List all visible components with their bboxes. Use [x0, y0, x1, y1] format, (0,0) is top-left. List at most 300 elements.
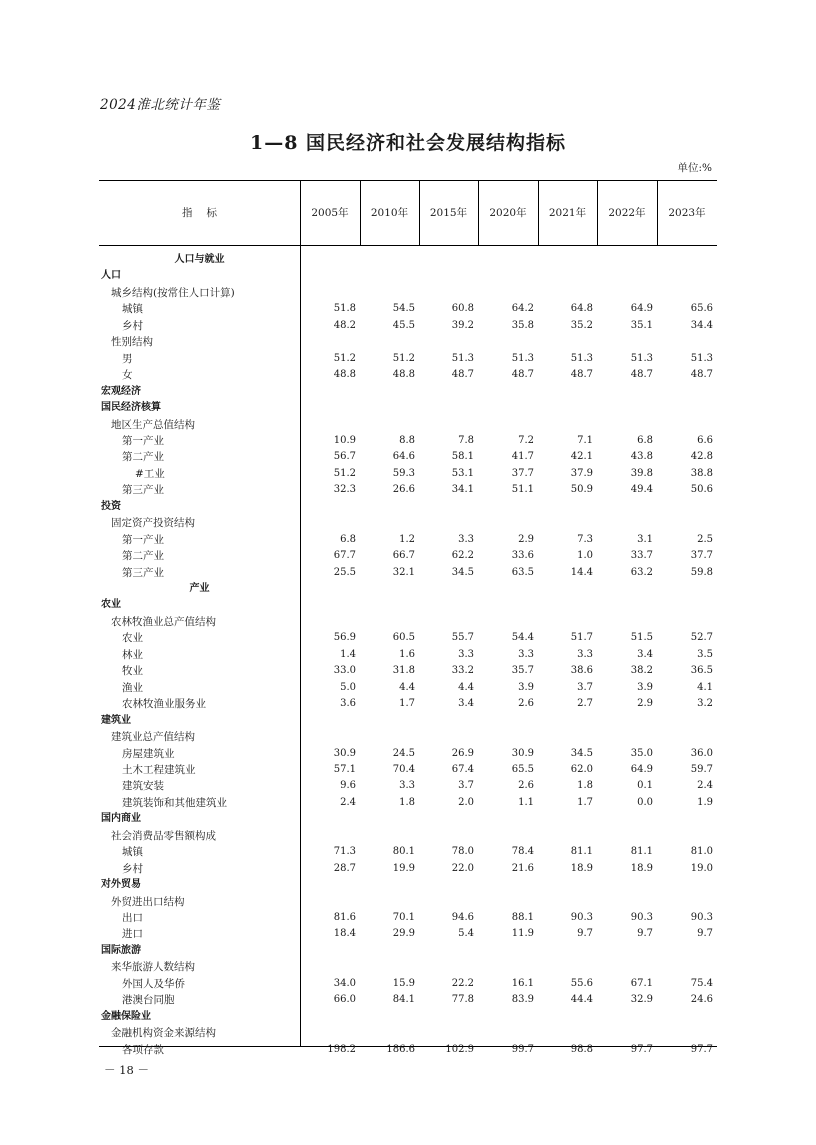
value-cell: 186.6	[386, 1043, 415, 1055]
value-cell: 48.8	[333, 369, 356, 381]
table-row	[99, 318, 717, 334]
value-cell: 67.4	[451, 763, 474, 775]
row-label: 港澳台同胞	[122, 994, 175, 1007]
value-cell: 36.0	[690, 747, 713, 759]
value-cell: 37.7	[511, 467, 534, 479]
table-row	[99, 565, 717, 581]
value-cell: 1.8	[577, 780, 593, 792]
value-cell: 83.9	[511, 994, 534, 1006]
value-cell: 2.6	[518, 698, 534, 710]
group-header-row	[99, 285, 717, 301]
table-row	[99, 746, 717, 762]
value-cell: 94.6	[451, 912, 474, 923]
value-cell: 6.8	[340, 533, 356, 545]
row-label: 建筑业	[101, 714, 131, 726]
value-cell: 15.9	[392, 977, 415, 989]
value-cell: 59.7	[690, 763, 713, 775]
value-cell: 21.6	[511, 862, 534, 874]
row-label: 国民经济核算	[101, 402, 161, 414]
value-cell: 64.2	[511, 303, 534, 315]
value-cell: 3.7	[458, 780, 474, 792]
value-cell: 24.5	[392, 747, 415, 759]
row-label: 宏观经济	[101, 385, 141, 397]
indicator-column-header: 指标	[182, 207, 231, 219]
value-cell: 2.5	[697, 533, 713, 545]
value-cell: 1.4	[340, 648, 356, 660]
value-cell: 33.0	[333, 665, 356, 677]
value-cell: 77.8	[451, 994, 474, 1006]
value-cell: 38.6	[570, 665, 593, 677]
table-row	[99, 696, 717, 712]
value-cell: 0.1	[637, 780, 653, 792]
value-cell: 51.3	[451, 352, 474, 364]
table-row	[99, 1042, 717, 1058]
value-cell: 70.4	[392, 763, 415, 775]
value-cell: 31.8	[392, 665, 415, 677]
value-cell: 3.3	[518, 648, 534, 660]
group-header-row	[99, 597, 717, 613]
value-cell: 3.6	[340, 698, 356, 710]
value-cell: 39.8	[630, 467, 653, 479]
header-column-divider	[538, 180, 539, 245]
section-header-row	[99, 581, 717, 597]
value-cell: 34.4	[690, 319, 713, 331]
row-label: 乡村	[122, 862, 143, 875]
value-cell: 9.7	[697, 928, 713, 940]
value-cell: 1.9	[697, 796, 713, 808]
table-row	[99, 367, 717, 383]
value-cell: 1.7	[399, 698, 415, 710]
value-cell: 7.8	[458, 434, 474, 446]
value-cell: 81.1	[570, 846, 593, 858]
value-cell: 62.2	[451, 550, 474, 562]
table-row	[99, 466, 717, 482]
row-label: 出口	[122, 912, 143, 924]
value-cell: 9.7	[577, 928, 593, 940]
value-cell: 9.7	[637, 928, 653, 940]
row-label: 社会消费品零售额构成	[111, 829, 216, 842]
value-cell: 35.2	[570, 319, 593, 331]
value-cell: 56.9	[333, 632, 356, 644]
value-cell: 198.2	[327, 1043, 356, 1055]
value-cell: 32.3	[333, 484, 356, 496]
group-header-row	[99, 828, 717, 844]
value-cell: 0.0	[637, 796, 653, 808]
value-cell: 48.7	[451, 369, 474, 381]
group-header-row	[99, 1025, 717, 1041]
year-column-header: 2005年	[311, 207, 349, 219]
table-row	[99, 844, 717, 860]
value-cell: 26.6	[392, 484, 415, 496]
table-row	[99, 433, 717, 449]
value-cell: 38.2	[630, 665, 653, 677]
value-cell: 81.0	[690, 846, 713, 858]
running-head: 2024淮北统计年鉴	[100, 97, 221, 113]
value-cell: 75.4	[690, 977, 713, 989]
table-row	[99, 630, 717, 646]
value-cell: 28.7	[333, 862, 356, 874]
value-cell: 48.7	[511, 369, 534, 381]
value-cell: 51.2	[333, 467, 356, 479]
table-row	[99, 992, 717, 1008]
value-cell: 62.0	[570, 763, 593, 775]
value-cell: 2.9	[637, 698, 653, 710]
row-label: 建筑业总产值结构	[111, 731, 195, 744]
row-label: 乡村	[122, 319, 143, 332]
value-cell: 14.4	[570, 566, 593, 578]
row-label: 男	[122, 352, 133, 365]
group-header-row	[99, 943, 717, 959]
row-label: 国内商业	[101, 813, 141, 825]
value-cell: 3.3	[458, 648, 474, 660]
header-column-divider	[657, 180, 658, 245]
value-cell: 50.6	[690, 484, 713, 496]
value-cell: 1.2	[399, 533, 415, 545]
row-label: 金融机构资金来源结构	[111, 1027, 216, 1040]
row-label: 外国人及华侨	[122, 977, 185, 990]
value-cell: 48.8	[392, 369, 415, 381]
value-cell: 70.1	[392, 912, 415, 923]
value-cell: 32.1	[392, 566, 415, 578]
group-header-row	[99, 713, 717, 729]
value-cell: 8.8	[399, 434, 415, 446]
value-cell: 34.5	[451, 566, 474, 578]
value-cell: 3.7	[577, 681, 593, 693]
value-cell: 42.8	[690, 451, 713, 463]
table-row	[99, 762, 717, 778]
value-cell: 36.5	[690, 665, 713, 677]
row-label: 第三产业	[122, 566, 164, 579]
value-cell: 4.4	[458, 681, 474, 693]
header-column-divider	[597, 180, 598, 245]
value-cell: 65.5	[511, 763, 534, 775]
value-cell: 2.6	[518, 780, 534, 792]
row-label: 农林牧渔业服务业	[122, 698, 206, 711]
unit-label: 单位:%	[677, 162, 712, 174]
group-header-row	[99, 499, 717, 515]
value-cell: 3.3	[458, 533, 474, 545]
value-cell: 55.6	[570, 977, 593, 989]
value-cell: 43.8	[630, 451, 653, 463]
group-header-row	[99, 400, 717, 416]
group-header-row	[99, 417, 717, 433]
value-cell: 2.7	[577, 698, 593, 710]
value-cell: 3.9	[637, 681, 653, 693]
row-label: 第一产业	[122, 533, 164, 546]
value-cell: 3.3	[577, 648, 593, 660]
group-header-row	[99, 334, 717, 350]
value-cell: 29.9	[392, 928, 415, 940]
value-cell: 35.8	[511, 319, 534, 331]
value-cell: 1.0	[577, 550, 593, 562]
year-column-header: 2023年	[668, 207, 706, 219]
table-row	[99, 351, 717, 367]
table-header-rule	[99, 245, 717, 246]
value-cell: 1.1	[518, 796, 534, 808]
value-cell: 33.6	[511, 550, 534, 562]
value-cell: 51.3	[570, 352, 593, 364]
value-cell: 45.5	[392, 319, 415, 331]
value-cell: 35.1	[630, 319, 653, 331]
value-cell: 9.6	[340, 780, 356, 792]
year-column-header: 2010年	[370, 207, 409, 219]
value-cell: 2.4	[340, 796, 356, 808]
value-cell: 54.4	[511, 632, 534, 644]
group-header-row	[99, 729, 717, 745]
section-header-row	[99, 252, 717, 268]
value-cell: 3.5	[697, 648, 713, 660]
value-cell: 3.9	[518, 681, 534, 693]
value-cell: 6.8	[637, 434, 653, 446]
value-cell: 90.3	[630, 912, 653, 923]
value-cell: 22.0	[451, 862, 474, 874]
table-row	[99, 548, 717, 564]
value-cell: 41.7	[511, 451, 534, 463]
value-cell: 18.4	[333, 928, 356, 940]
value-cell: 67.1	[630, 977, 653, 989]
group-header-row	[99, 877, 717, 893]
value-cell: 19.0	[690, 862, 713, 874]
row-label: 第二产业	[122, 550, 164, 563]
value-cell: 30.9	[511, 747, 534, 759]
value-cell: 39.2	[451, 319, 474, 331]
row-label: 土木工程建筑业	[122, 763, 196, 776]
table-row	[99, 976, 717, 992]
value-cell: 35.7	[511, 665, 534, 677]
value-cell: 97.7	[630, 1043, 653, 1055]
row-label: 进口	[122, 928, 143, 941]
value-cell: 48.7	[630, 369, 653, 381]
table-row	[99, 778, 717, 794]
value-cell: 7.2	[518, 434, 534, 446]
group-header-row	[99, 384, 717, 400]
value-cell: 19.9	[392, 862, 415, 874]
row-label: 建筑安装	[122, 780, 164, 793]
row-label: 第一产业	[122, 434, 164, 447]
value-cell: 88.1	[511, 912, 534, 923]
page-number: － 18 －	[104, 1063, 149, 1077]
value-cell: 65.6	[690, 303, 713, 315]
value-cell: 90.3	[690, 912, 713, 923]
value-cell: 30.9	[333, 747, 356, 759]
value-cell: 64.9	[630, 303, 653, 315]
value-cell: 64.9	[630, 763, 653, 775]
row-label: 国际旅游	[101, 944, 141, 956]
group-header-row	[99, 894, 717, 910]
row-label: 渔业	[122, 681, 143, 694]
value-cell: 97.7	[690, 1043, 713, 1055]
value-cell: 48.2	[333, 319, 356, 331]
value-cell: 33.2	[451, 665, 474, 677]
value-cell: 3.2	[697, 698, 713, 710]
value-cell: 58.1	[451, 451, 474, 463]
table-row	[99, 301, 717, 317]
value-cell: 51.2	[333, 352, 356, 364]
value-cell: 84.1	[392, 994, 415, 1006]
row-label: 性别结构	[111, 336, 153, 349]
value-cell: 3.3	[399, 780, 415, 792]
row-label: 产业	[189, 583, 210, 594]
value-cell: 66.0	[333, 994, 356, 1006]
row-label: 农林牧渔业总产值结构	[111, 615, 216, 628]
row-label: 城镇	[122, 846, 143, 859]
row-label: 农业	[122, 632, 143, 645]
row-label: 房屋建筑业	[122, 747, 175, 760]
value-cell: 63.5	[511, 566, 534, 578]
value-cell: 37.9	[570, 467, 593, 479]
value-cell: 10.9	[333, 434, 356, 446]
table-row	[99, 482, 717, 498]
value-cell: 52.7	[690, 632, 713, 644]
value-cell: 7.3	[577, 533, 593, 545]
value-cell: 6.6	[697, 434, 713, 446]
row-label: 各项存款	[122, 1043, 164, 1056]
value-cell: 64.6	[392, 451, 415, 463]
value-cell: 32.9	[630, 994, 653, 1006]
value-cell: 80.1	[392, 846, 415, 858]
header-column-divider	[478, 180, 479, 245]
value-cell: 18.9	[570, 862, 593, 874]
row-label: 城镇	[122, 303, 143, 316]
group-header-row	[99, 959, 717, 975]
value-cell: 56.7	[333, 451, 356, 463]
value-cell: 59.3	[392, 467, 415, 479]
value-cell: 5.4	[458, 928, 474, 940]
value-cell: 22.2	[451, 977, 474, 989]
value-cell: 3.1	[637, 533, 653, 545]
value-cell: 55.7	[451, 632, 474, 644]
value-cell: 78.0	[451, 846, 474, 858]
row-label: 林业	[122, 648, 143, 661]
row-label: 来华旅游人数结构	[111, 961, 195, 974]
value-cell: 59.8	[690, 566, 713, 578]
value-cell: 37.7	[690, 550, 713, 562]
value-cell: 42.1	[570, 451, 593, 463]
table-row	[99, 647, 717, 663]
value-cell: 53.1	[451, 467, 474, 479]
value-cell: 81.1	[630, 846, 653, 858]
row-label: 第二产业	[122, 451, 164, 464]
value-cell: 99.7	[511, 1043, 534, 1055]
value-cell: 38.8	[690, 467, 713, 479]
value-cell: 25.5	[333, 566, 356, 578]
table-row	[99, 449, 717, 465]
table-row	[99, 795, 717, 811]
value-cell: 60.8	[451, 303, 474, 315]
row-label: 地区生产总值结构	[111, 418, 195, 431]
value-cell: 16.1	[511, 977, 534, 989]
row-label: 外贸进出口结构	[111, 895, 185, 908]
row-label: 人口	[101, 270, 121, 282]
value-cell: 63.2	[630, 566, 653, 578]
value-cell: 7.1	[577, 434, 593, 446]
row-label: #工业	[135, 467, 165, 480]
value-cell: 24.6	[690, 994, 713, 1006]
value-cell: 50.9	[570, 484, 593, 496]
table-row	[99, 663, 717, 679]
value-cell: 11.9	[511, 928, 534, 940]
row-label: 农业	[101, 599, 121, 611]
value-cell: 1.6	[399, 648, 415, 660]
header-column-divider	[419, 180, 420, 245]
row-label: 人口与就业	[174, 254, 225, 265]
value-cell: 51.3	[511, 352, 534, 364]
table-row	[99, 910, 717, 926]
value-cell: 66.7	[392, 550, 415, 562]
value-cell: 4.4	[399, 681, 415, 693]
value-cell: 48.7	[570, 369, 593, 381]
year-column-header: 2020年	[489, 207, 527, 219]
value-cell: 26.9	[451, 747, 474, 759]
value-cell: 54.5	[392, 303, 415, 315]
group-header-row	[99, 1009, 717, 1025]
row-label: 女	[122, 369, 133, 382]
value-cell: 34.5	[570, 747, 593, 759]
value-cell: 51.5	[630, 632, 653, 644]
row-label: 牧业	[122, 665, 143, 678]
value-cell: 1.7	[577, 796, 593, 808]
value-cell: 2.4	[697, 780, 713, 792]
value-cell: 67.7	[333, 550, 356, 562]
value-cell: 64.8	[570, 303, 593, 315]
row-label: 建筑装饰和其他建筑业	[122, 796, 227, 809]
row-label: 固定资产投资结构	[111, 517, 195, 530]
value-cell: 3.4	[637, 648, 653, 660]
group-header-row	[99, 268, 717, 284]
table-row	[99, 861, 717, 877]
group-header-row	[99, 614, 717, 630]
value-cell: 81.6	[333, 912, 356, 923]
year-column-header: 2021年	[548, 207, 587, 219]
value-cell: 57.1	[333, 763, 356, 775]
value-cell: 60.5	[392, 632, 415, 644]
page-title: 1—8 国民经济和社会发展结构指标	[249, 132, 567, 154]
row-label: 金融保险业	[101, 1010, 151, 1022]
year-column-header: 2022年	[608, 207, 646, 219]
table-row	[99, 680, 717, 696]
value-cell: 2.0	[458, 796, 474, 808]
value-cell: 78.4	[511, 846, 534, 858]
value-cell: 71.3	[333, 846, 356, 858]
table-row	[99, 926, 717, 942]
row-label: 第三产业	[122, 484, 164, 497]
value-cell: 3.4	[458, 698, 474, 710]
value-cell: 49.4	[630, 484, 653, 496]
value-cell: 51.1	[511, 484, 534, 496]
year-column-header: 2015年	[429, 207, 468, 219]
row-label: 城乡结构(按常住人口计算)	[111, 286, 235, 299]
value-cell: 51.7	[570, 632, 593, 644]
table-row	[99, 532, 717, 548]
value-cell: 1.8	[399, 796, 415, 808]
value-cell: 90.3	[570, 912, 593, 923]
value-cell: 44.4	[570, 994, 593, 1006]
row-label: 对外贸易	[101, 879, 141, 891]
value-cell: 98.8	[570, 1043, 593, 1055]
value-cell: 2.9	[518, 533, 534, 545]
value-cell: 51.2	[392, 352, 415, 364]
value-cell: 4.1	[697, 681, 713, 693]
value-cell: 34.0	[333, 977, 356, 989]
value-cell: 48.7	[690, 369, 713, 381]
value-cell: 102.9	[445, 1043, 474, 1055]
value-cell: 34.1	[451, 484, 474, 496]
value-cell: 35.0	[630, 747, 653, 759]
value-cell: 51.8	[333, 303, 356, 315]
value-cell: 5.0	[340, 681, 356, 693]
group-header-row	[99, 515, 717, 531]
value-cell: 33.7	[630, 550, 653, 562]
